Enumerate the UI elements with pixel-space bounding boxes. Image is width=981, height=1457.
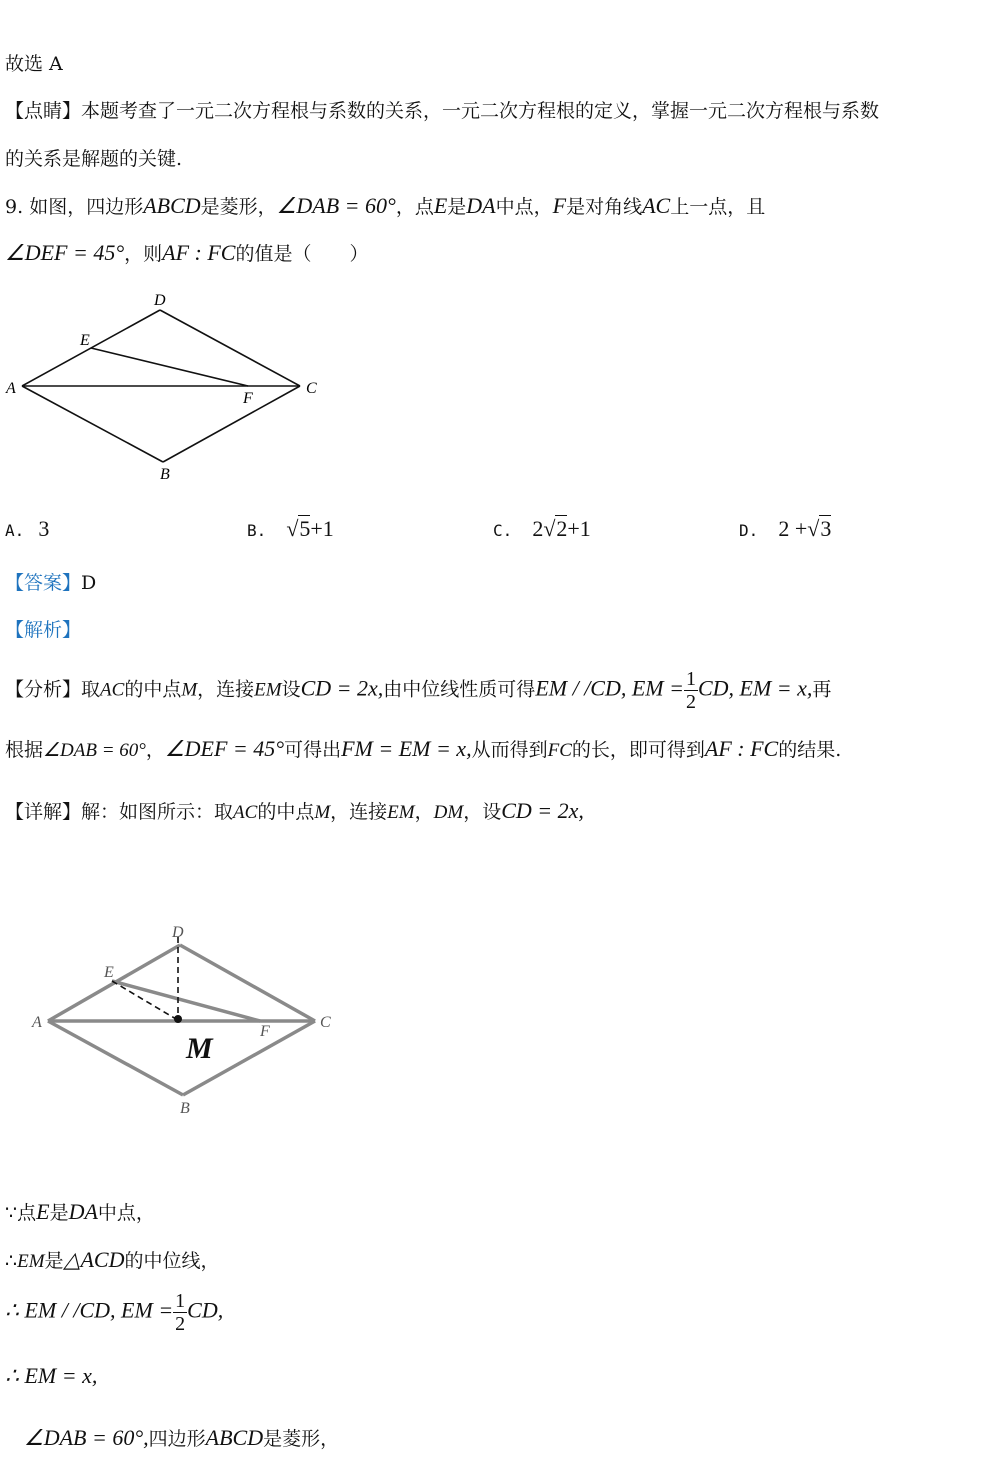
question-line <box>5 192 765 221</box>
math: AC <box>100 679 125 701</box>
label-D: D <box>172 924 184 941</box>
math: ∠DEF = 45° <box>5 240 125 265</box>
text: 可得出 <box>284 739 342 761</box>
radicand: 2 <box>556 516 568 541</box>
math: ABCD <box>205 1425 264 1450</box>
label-B: B <box>180 1100 190 1117</box>
therefore-symbol: ∴ <box>5 1250 18 1272</box>
xiangjie-tag: 【详解】 <box>5 801 82 823</box>
text: 中点， <box>495 196 553 218</box>
math: AC <box>233 802 258 823</box>
label-M: M <box>186 1032 213 1065</box>
math: E <box>36 1199 50 1224</box>
text: ，连接 <box>330 801 388 823</box>
text: ，连接 <box>197 678 255 701</box>
fenxi-line <box>5 668 831 713</box>
question-number: 9. <box>5 196 24 218</box>
math: EM <box>17 1251 45 1272</box>
option-label: D. <box>739 521 759 540</box>
text: ，点 <box>395 196 434 218</box>
numerator: 1 <box>175 1290 186 1312</box>
option-d[interactable]: D. 2 +√3 <box>739 516 832 541</box>
dianjing-tag: 【点睛】 <box>5 100 82 122</box>
text: 取 <box>81 678 101 701</box>
label-E: E <box>80 332 90 349</box>
text-line <box>5 97 879 125</box>
math: AC <box>642 193 671 218</box>
text: 再 <box>812 678 832 701</box>
math: EM / /CD, EM = <box>535 675 684 701</box>
dianjing-text-cont: 的关系是解题的关键. <box>5 148 183 170</box>
text: 的长，即可得到 <box>571 739 705 761</box>
label-F: F <box>243 390 253 407</box>
math: △ACD <box>63 1247 125 1272</box>
option-value: 2 + <box>778 516 808 541</box>
fenxi-line <box>5 735 841 765</box>
math: ∠DEF = 45° <box>164 736 285 761</box>
math: AF : FC <box>704 736 779 761</box>
math: M <box>314 802 331 823</box>
proof-line <box>5 1290 223 1335</box>
text: 的结果. <box>778 739 842 761</box>
math: CD = 2x, <box>300 675 384 701</box>
answer-tag: 【答案】 <box>5 572 82 594</box>
proof-line <box>5 1362 97 1391</box>
text: 上一点，且 <box>670 196 766 218</box>
text: 设 <box>281 678 301 701</box>
math: EM <box>254 679 282 701</box>
radicand: 5 <box>299 516 311 541</box>
text: 四边形 <box>148 1428 206 1450</box>
math: ∴ EM = x, <box>5 1363 98 1388</box>
option-a[interactable] <box>5 516 49 542</box>
text: 如图，四边形 <box>29 196 144 218</box>
denominator: 2 <box>175 1313 186 1335</box>
math: DM <box>433 802 464 823</box>
radicand: 3 <box>820 516 832 541</box>
question-line <box>5 239 369 268</box>
text: 的中点 <box>257 801 315 823</box>
text: 解：如图所示：取 <box>81 801 234 823</box>
text: 点 <box>17 1202 37 1224</box>
math: E <box>433 193 448 218</box>
fenxi-tag: 【分析】 <box>5 678 82 701</box>
dianjing-text: 本题考查了一元二次方程根与系数的关系，一元二次方程根的定义，掌握一元二次方程根与系数 <box>81 100 880 122</box>
math: DA <box>466 193 496 218</box>
choice-conclusion: 故选 A <box>5 53 63 75</box>
text: ， <box>145 739 165 761</box>
answer-line <box>5 569 96 597</box>
label-A: A <box>6 380 16 397</box>
text: ，则 <box>124 243 163 265</box>
text-line <box>5 145 182 173</box>
text: ，设 <box>463 801 502 823</box>
math: EM <box>387 802 415 823</box>
fraction <box>173 1290 187 1335</box>
label-A: A <box>32 1014 42 1031</box>
math: CD, EM = x, <box>697 675 813 701</box>
text: 是对角线 <box>566 196 643 218</box>
option-value: 3 <box>38 516 50 541</box>
math: ABCD <box>143 193 201 218</box>
proof-line <box>24 1424 339 1453</box>
text: 是菱形， <box>263 1428 340 1450</box>
text: 是 <box>49 1202 69 1224</box>
text: 由中位线性质可得 <box>383 678 536 701</box>
option-c[interactable]: C. 2√2+1 <box>493 516 591 541</box>
option-label: A. <box>5 521 25 540</box>
label-E: E <box>104 964 114 981</box>
because-symbol: ∵ <box>5 1202 18 1224</box>
math: ∠DAB = 60° <box>276 193 396 218</box>
denominator: 2 <box>685 691 696 713</box>
answer-value: D <box>81 572 97 594</box>
text: 的值是（ ） <box>235 243 369 265</box>
proof-line <box>5 1246 219 1276</box>
xiangjie-line <box>5 797 584 827</box>
math: CD = 2x, <box>501 798 584 823</box>
label-C: C <box>320 1014 331 1031</box>
option-value: +1 <box>310 516 334 541</box>
text: 中点， <box>97 1202 155 1224</box>
text: ， <box>414 801 434 823</box>
proof-line <box>5 1198 155 1227</box>
math: CD, <box>187 1297 224 1323</box>
text: 是 <box>447 196 467 218</box>
analysis-tag: 【解析】 <box>5 619 82 641</box>
coefficient: 2 <box>532 516 544 541</box>
math: ∠DAB = 60°, <box>24 1425 149 1450</box>
option-label: B. <box>247 521 267 540</box>
math: AF : FC <box>162 240 236 265</box>
label-D: D <box>154 292 166 309</box>
text: 根据 <box>5 739 44 761</box>
option-label: C. <box>493 521 513 540</box>
math: F <box>552 193 567 218</box>
rhombus-figure-with-midpoint <box>20 915 360 1125</box>
text: 从而得到 <box>471 739 548 761</box>
option-value: +1 <box>567 516 591 541</box>
analysis-line <box>5 616 81 644</box>
label-F: F <box>260 1023 270 1040</box>
text: 是 <box>44 1250 64 1272</box>
label-B: B <box>160 466 170 483</box>
math: ∴ EM / /CD, EM = <box>5 1297 174 1323</box>
option-b[interactable]: B. √5+1 <box>247 516 334 541</box>
label-C: C <box>306 380 317 397</box>
math: FM = EM = x, <box>341 736 472 761</box>
text: 是菱形， <box>200 196 277 218</box>
math: M <box>181 679 198 701</box>
math: ∠DAB = 60° <box>43 740 146 761</box>
rhombus-figure <box>0 285 340 490</box>
fraction <box>684 668 698 713</box>
text-line <box>5 50 63 78</box>
math: FC <box>547 740 572 761</box>
numerator: 1 <box>685 668 696 690</box>
text: 的中位线， <box>124 1250 220 1272</box>
math: DA <box>68 1199 98 1224</box>
text: 的中点 <box>124 678 182 701</box>
